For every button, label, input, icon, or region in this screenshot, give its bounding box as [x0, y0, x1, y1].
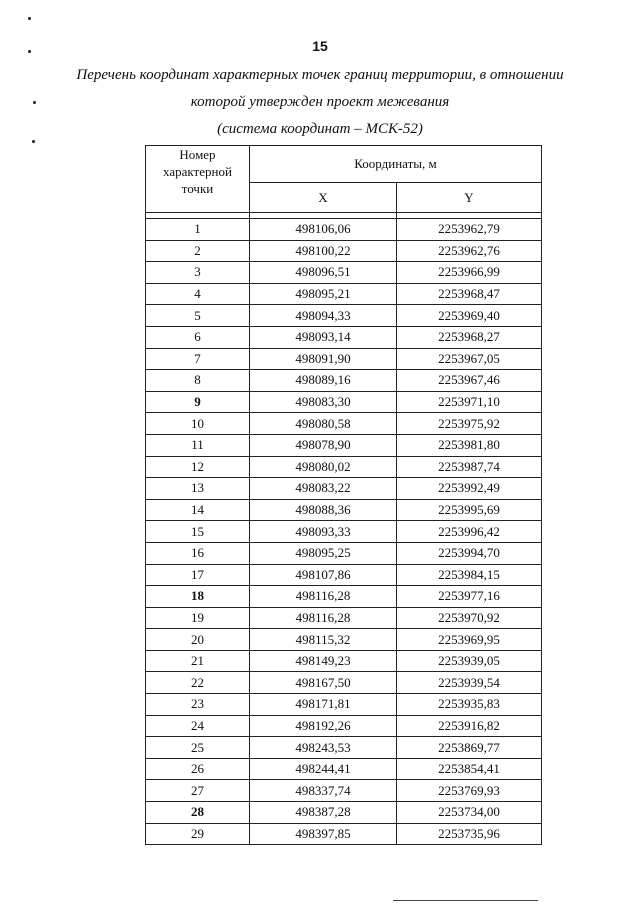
coordinates-table [145, 145, 542, 845]
x-coordinate-cell: 498100,22 [250, 240, 397, 262]
x-coordinate-cell: 498093,33 [250, 521, 397, 543]
table-row [146, 305, 542, 327]
point-number-cell: 20 [146, 629, 250, 651]
point-number-cell: 25 [146, 737, 250, 759]
y-coordinate-cell: 2253966,99 [397, 262, 542, 284]
table-row [146, 542, 542, 564]
point-number-cell: 8 [146, 370, 250, 392]
y-coordinate-cell: 2253977,16 [397, 586, 542, 608]
table-row [146, 413, 542, 435]
header-x: X [250, 183, 397, 213]
point-number-cell: 3 [146, 262, 250, 284]
table-row [146, 607, 542, 629]
x-coordinate-cell: 498167,50 [250, 672, 397, 694]
point-number-cell: 16 [146, 542, 250, 564]
point-number-cell: 29 [146, 823, 250, 845]
table-row [146, 240, 542, 262]
y-coordinate-cell: 2253987,74 [397, 456, 542, 478]
x-coordinate-cell: 498095,25 [250, 542, 397, 564]
point-number-cell: 11 [146, 434, 250, 456]
x-coordinate-cell: 498106,06 [250, 219, 397, 241]
header-y: Y [397, 183, 542, 213]
x-coordinate-cell: 498093,14 [250, 326, 397, 348]
point-number-cell: 2 [146, 240, 250, 262]
x-coordinate-cell: 498088,36 [250, 499, 397, 521]
table-row [146, 283, 542, 305]
point-number-cell: 15 [146, 521, 250, 543]
y-coordinate-cell: 2253969,40 [397, 305, 542, 327]
y-coordinate-cell: 2253939,54 [397, 672, 542, 694]
x-coordinate-cell: 498397,85 [250, 823, 397, 845]
point-number-cell: 9 [146, 391, 250, 413]
table-row [146, 823, 542, 845]
table-row [146, 370, 542, 392]
table-row [146, 391, 542, 413]
point-number-cell: 17 [146, 564, 250, 586]
x-coordinate-cell: 498192,26 [250, 715, 397, 737]
y-coordinate-cell: 2253854,41 [397, 758, 542, 780]
y-coordinate-cell: 2253968,27 [397, 326, 542, 348]
page-number: 15 [312, 38, 328, 54]
table-row [146, 737, 542, 759]
x-coordinate-cell: 498244,41 [250, 758, 397, 780]
point-number-cell: 5 [146, 305, 250, 327]
x-coordinate-cell: 498078,90 [250, 434, 397, 456]
point-number-cell: 10 [146, 413, 250, 435]
table-row [146, 434, 542, 456]
scan-mark [32, 140, 35, 143]
point-number-cell: 23 [146, 694, 250, 716]
y-coordinate-cell: 2253969,95 [397, 629, 542, 651]
x-coordinate-cell: 498171,81 [250, 694, 397, 716]
x-coordinate-cell: 498080,58 [250, 413, 397, 435]
x-coordinate-cell: 498337,74 [250, 780, 397, 802]
x-coordinate-cell: 498089,16 [250, 370, 397, 392]
y-coordinate-cell: 2253984,15 [397, 564, 542, 586]
point-number-cell: 18 [146, 586, 250, 608]
y-coordinate-cell: 2253735,96 [397, 823, 542, 845]
y-coordinate-cell: 2253981,80 [397, 434, 542, 456]
y-coordinate-cell: 2253962,76 [397, 240, 542, 262]
table-row [146, 586, 542, 608]
table-row [146, 262, 542, 284]
point-number-cell: 19 [146, 607, 250, 629]
x-coordinate-cell: 498115,32 [250, 629, 397, 651]
point-number-cell: 14 [146, 499, 250, 521]
document-title-line-3: (система координат – МСК-52) [217, 121, 423, 137]
table-row [146, 694, 542, 716]
x-coordinate-cell: 498091,90 [250, 348, 397, 370]
y-coordinate-cell: 2253996,42 [397, 521, 542, 543]
point-number-cell: 22 [146, 672, 250, 694]
y-coordinate-cell: 2253869,77 [397, 737, 542, 759]
x-coordinate-cell: 498083,30 [250, 391, 397, 413]
point-number-cell: 13 [146, 478, 250, 500]
header-coordinates: Координаты, м [250, 146, 542, 183]
x-coordinate-cell: 498096,51 [250, 262, 397, 284]
y-coordinate-cell: 2253992,49 [397, 478, 542, 500]
table-row [146, 456, 542, 478]
header-point-line-2: характерной [163, 164, 232, 179]
x-coordinate-cell: 498094,33 [250, 305, 397, 327]
table-row [146, 478, 542, 500]
point-number-cell: 4 [146, 283, 250, 305]
table-row [146, 758, 542, 780]
point-number-cell: 7 [146, 348, 250, 370]
x-coordinate-cell: 498107,86 [250, 564, 397, 586]
x-coordinate-cell: 498116,28 [250, 586, 397, 608]
table-row [146, 219, 542, 241]
y-coordinate-cell: 2253967,05 [397, 348, 542, 370]
point-number-cell: 6 [146, 326, 250, 348]
header-point-line-1: Номер [179, 147, 216, 162]
header-point-line-3: точки [181, 181, 214, 196]
point-number-cell: 1 [146, 219, 250, 241]
document-title-line-2: которой утвержден проект межевания [190, 94, 450, 110]
y-coordinate-cell: 2253968,47 [397, 283, 542, 305]
y-coordinate-cell: 2253962,79 [397, 219, 542, 241]
y-coordinate-cell: 2253967,46 [397, 370, 542, 392]
table-row [146, 650, 542, 672]
table-row [146, 802, 542, 824]
x-coordinate-cell: 498116,28 [250, 607, 397, 629]
footer-rule [393, 900, 538, 901]
y-coordinate-cell: 2253939,05 [397, 650, 542, 672]
x-coordinate-cell: 498387,28 [250, 802, 397, 824]
y-coordinate-cell: 2253916,82 [397, 715, 542, 737]
point-number-cell: 24 [146, 715, 250, 737]
table-row [146, 564, 542, 586]
header-point-number [146, 146, 250, 213]
x-coordinate-cell: 498149,23 [250, 650, 397, 672]
table-body [146, 219, 542, 845]
y-coordinate-cell: 2253935,83 [397, 694, 542, 716]
x-coordinate-cell: 498095,21 [250, 283, 397, 305]
table-row [146, 672, 542, 694]
y-coordinate-cell: 2253734,00 [397, 802, 542, 824]
y-coordinate-cell: 2253769,93 [397, 780, 542, 802]
point-number-cell: 12 [146, 456, 250, 478]
y-coordinate-cell: 2253995,69 [397, 499, 542, 521]
y-coordinate-cell: 2253994,70 [397, 542, 542, 564]
table-row [146, 715, 542, 737]
y-coordinate-cell: 2253971,10 [397, 391, 542, 413]
point-number-cell: 21 [146, 650, 250, 672]
x-coordinate-cell: 498243,53 [250, 737, 397, 759]
table-row [146, 499, 542, 521]
point-number-cell: 26 [146, 758, 250, 780]
document-title-line-1: Перечень координат характерных точек границ территории, в отношении [76, 67, 564, 83]
x-coordinate-cell: 498083,22 [250, 478, 397, 500]
table-row [146, 348, 542, 370]
point-number-cell: 27 [146, 780, 250, 802]
table-row [146, 629, 542, 651]
y-coordinate-cell: 2253970,92 [397, 607, 542, 629]
table-row [146, 521, 542, 543]
x-coordinate-cell: 498080,02 [250, 456, 397, 478]
scan-mark [28, 17, 31, 20]
table-row [146, 780, 542, 802]
y-coordinate-cell: 2253975,92 [397, 413, 542, 435]
point-number-cell: 28 [146, 802, 250, 824]
table-row [146, 326, 542, 348]
